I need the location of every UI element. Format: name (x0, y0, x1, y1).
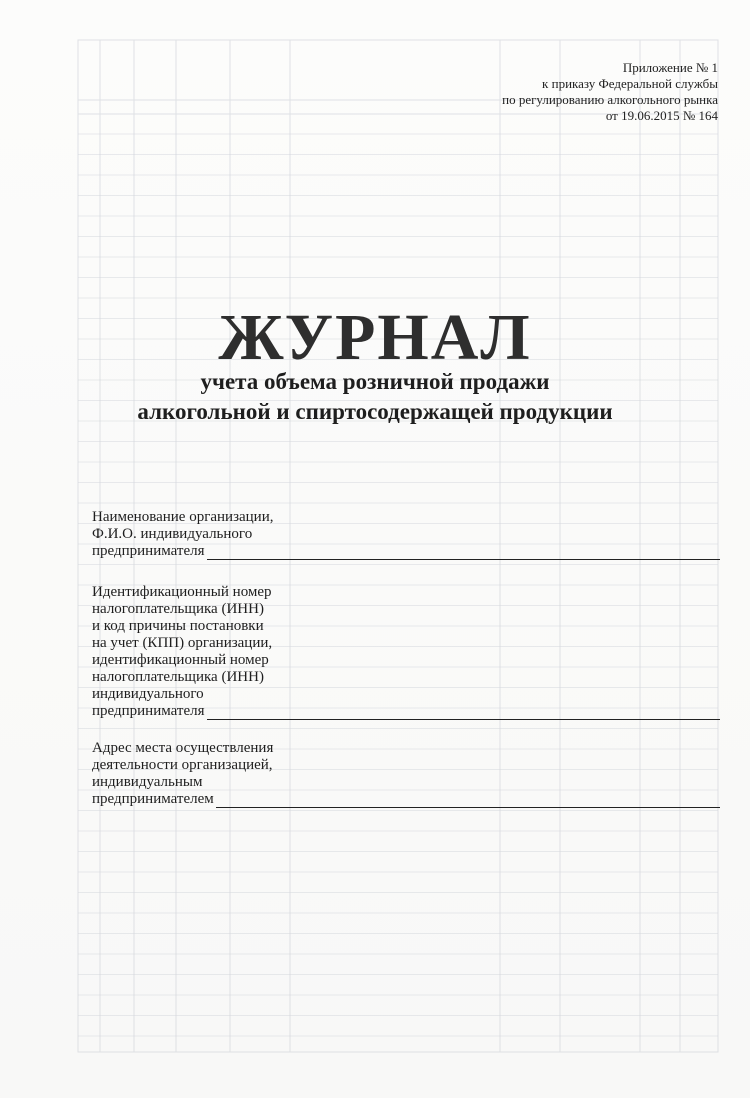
address-fill-line[interactable] (216, 793, 720, 808)
page-title: ЖУРНАЛ (218, 301, 532, 374)
field-label: Идентификационный номер (92, 584, 272, 600)
field-label: и код причины постановки (92, 618, 264, 634)
appendix-line: по регулированию алкогольного рынка (502, 92, 718, 107)
address-field (92, 740, 720, 808)
field-label: предпринимателя (92, 543, 205, 559)
appendix-line: к приказу Федеральной службы (542, 76, 718, 91)
page-subtitle (0, 367, 750, 427)
organization-field (92, 509, 720, 560)
field-label: индивидуальным (92, 774, 203, 790)
appendix-line: Приложение № 1 (622, 60, 718, 75)
field-label: Ф.И.О. индивидуального (92, 526, 253, 542)
inn-field (92, 584, 720, 720)
appendix-note (502, 60, 718, 124)
subtitle-line: учета объема розничной продажи (200, 369, 550, 394)
field-label: предпринимателя (92, 703, 205, 719)
inn-fill-line[interactable] (207, 705, 721, 720)
organization-fill-line[interactable] (207, 545, 721, 560)
field-label: Адрес места осуществления (92, 740, 274, 756)
field-label: налогоплательщика (ИНН) (92, 669, 264, 685)
field-label: идентификационный номер (92, 652, 269, 668)
subtitle-line: алкогольной и спиртосодержащей продукции (137, 399, 613, 424)
field-label: предпринимателем (92, 791, 214, 807)
field-label: налогоплательщика (ИНН) (92, 601, 264, 617)
appendix-line: от 19.06.2015 № 164 (605, 108, 718, 123)
field-label: на учет (КПП) организации, (92, 635, 273, 651)
field-label: Наименование организации, (92, 509, 274, 525)
field-label: деятельности организацией, (92, 757, 273, 773)
field-label: индивидуального (92, 686, 204, 702)
